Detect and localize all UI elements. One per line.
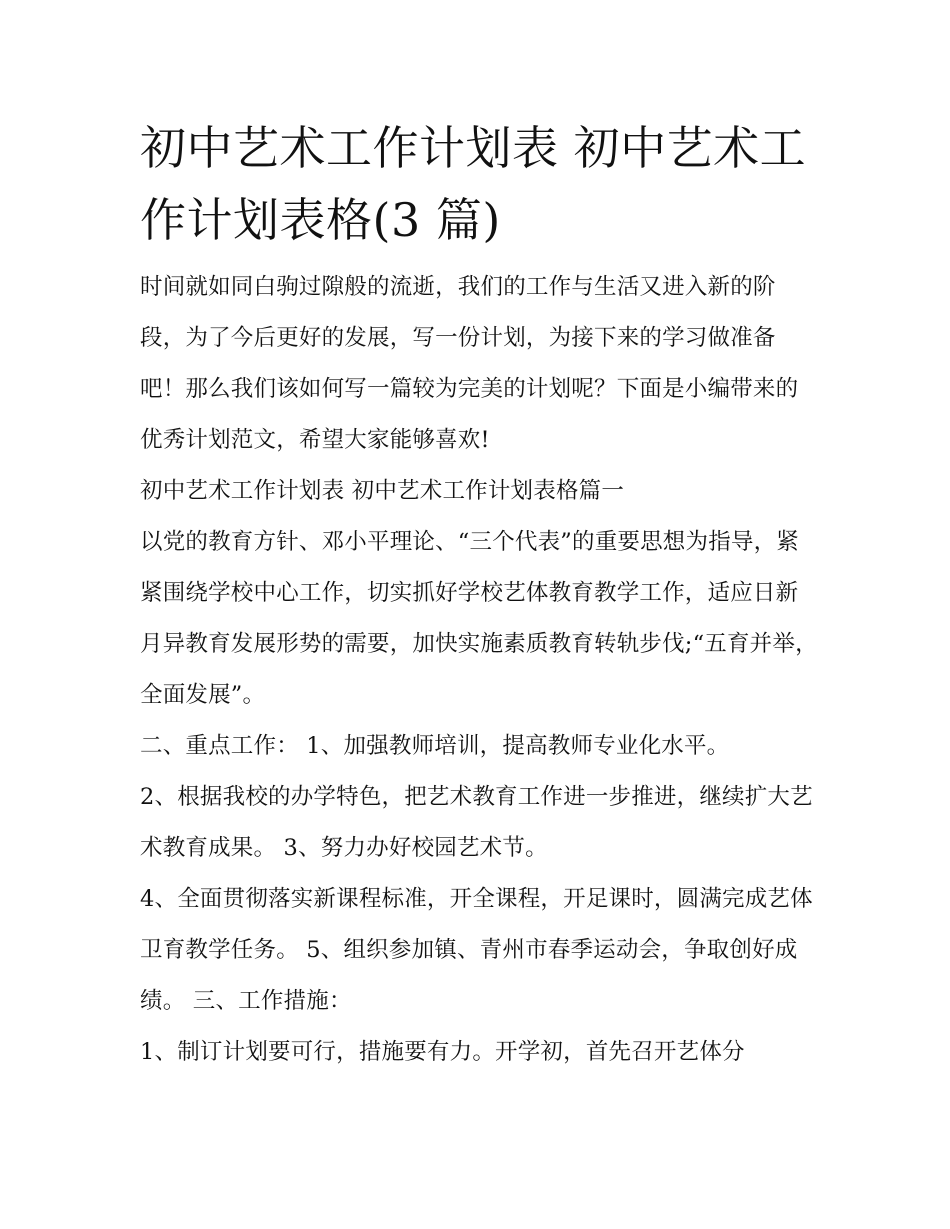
intro-paragraph: 时间就如同白驹过隙般的流逝，我们的工作与生活又进入新的阶段，为了今后更好的发展，写一份计划，为接下来的学习做准备吧！那么我们该如何写一篇较为完美的计划呢？下面是小编带来的优秀计划范文，希望大家能够喜欢!	[140, 274, 799, 453]
document-body	[140, 112, 820, 1078]
measures-item-1: 1、制订计划要可行，措施要有力。开学初，首先召开艺体分	[140, 1039, 745, 1065]
section-heading-part-one: 初中艺术工作计划表 初中艺术工作计划表格篇一	[140, 478, 625, 504]
guiding-ideology-paragraph: 以党的教育方针、邓小平理论、“三个代表”的重要思想为指导，紧紧围绕学校中心工作，切实抓好学校艺体教育教学工作，适应日新月异教育发展形势的需要，加快实施素质教育转轨步伐;“五育并举，全面发展”。	[140, 529, 818, 708]
key-work-paragraph: 二、重点工作： 1、加强教师培训，提高教师专业化水平。	[140, 733, 730, 759]
key-work-item-2-3: 2、根据我校的办学特色，把艺术教育工作进一步推进，继续扩大艺术教育成果。 3、努力办好校园艺术节。	[140, 784, 813, 861]
document-title: 初中艺术工作计划表 初中艺术工作计划表格(3 篇)	[140, 121, 807, 247]
key-work-item-4-5: 4、全面贯彻落实新课程标准，开全课程，开足课时，圆满完成艺体卫育教学任务。 5、组织参加镇、青州市春季运动会，争取创好成绩。 三、工作措施：	[140, 886, 813, 1014]
